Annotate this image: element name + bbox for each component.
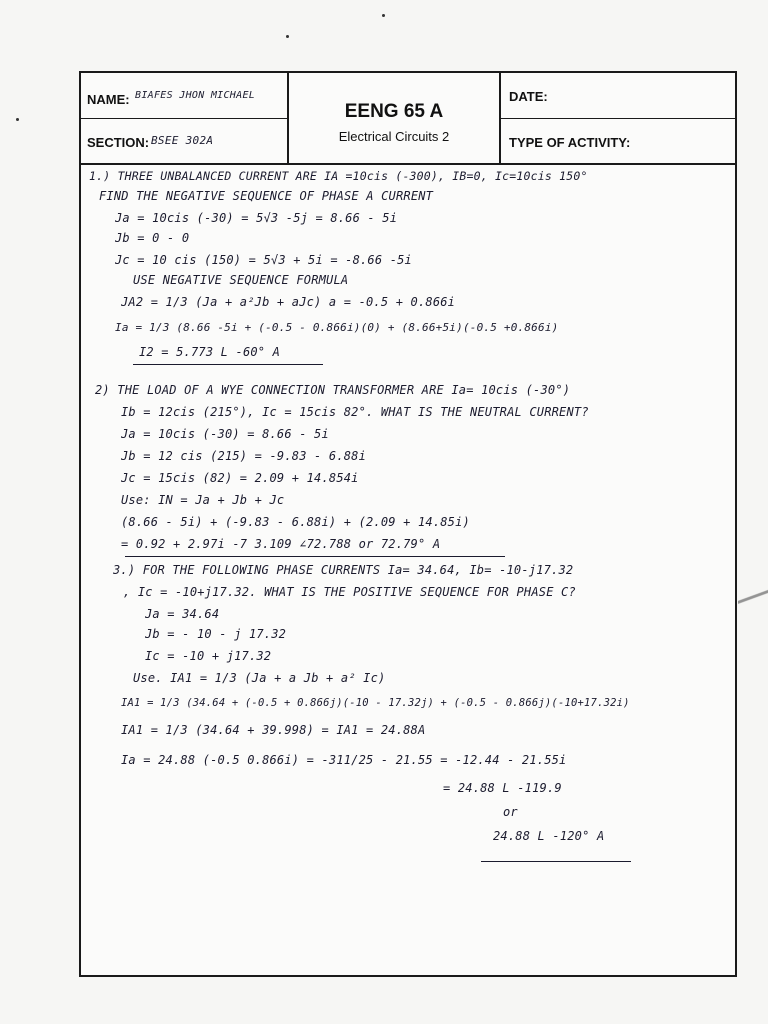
handwritten-line: 1.) THREE UNBALANCED CURRENT ARE IA =10cis (-300), IB=0, Ic=10cis 150°: [89, 169, 588, 183]
name-cell: [81, 73, 289, 119]
handwritten-line: Ib = 12cis (215°), Ic = 15cis 82°. WHAT IS THE NEUTRAL CURRENT?: [121, 405, 589, 419]
handwritten-line: Jb = 0 - 0: [115, 231, 190, 245]
handwritten-line: Ic = -10 + j17.32: [145, 649, 272, 663]
title-cell: [289, 73, 501, 163]
handwritten-line: (8.66 - 5i) + (-9.83 - 6.88i) + (2.09 + 14.85i): [121, 515, 470, 529]
name-label: NAME:: [87, 92, 130, 107]
handwritten-line: I2 = 5.773 L -60° A: [139, 345, 281, 359]
handwritten-line: = 24.88 L -119.9: [443, 781, 562, 795]
handwritten-line: Ja = 34.64: [145, 607, 220, 621]
handwritten-line: or: [503, 805, 518, 819]
course-code: EENG 65 A: [344, 101, 444, 122]
handwritten-line: Jb = 12 cis (215) = -9.83 - 6.88i: [121, 449, 367, 463]
date-cell: [501, 73, 737, 119]
handwritten-line: 3.) FOR THE FOLLOWING PHASE CURRENTS Ia= 34.64, Ib= -10-j17.32: [113, 563, 574, 577]
answer-underline: [125, 556, 505, 557]
worksheet-frame: [79, 71, 737, 977]
handwritten-line: Jb = - 10 - j 17.32: [145, 627, 287, 641]
answer-underline: [133, 364, 323, 365]
handwritten-line: Jc = 10 cis (150) = 5√3 + 5i = -8.66 -5i: [115, 253, 412, 267]
handwritten-line: JA2 = 1/3 (Ja + a²Jb + aJc) a = -0.5 + 0.866i: [121, 295, 456, 309]
answer-underline: [481, 861, 631, 862]
handwritten-line: Jc = 15cis (82) = 2.09 + 14.854i: [121, 471, 359, 485]
date-label: DATE:: [509, 89, 548, 104]
handwritten-line: IA1 = 1/3 (34.64 + 39.998) = IA1 = 24.88A: [121, 723, 426, 737]
handwritten-line: Ia = 1/3 (8.66 -5i + (-0.5 - 0.866i)(0) + (8.66+5i)(-0.5 +0.866i): [115, 321, 559, 334]
header-table: [81, 73, 735, 165]
section-label: SECTION:: [87, 135, 150, 150]
handwritten-line: = 0.92 + 2.97i -7 3.109 ∠72.788 or 72.79° A: [121, 537, 441, 551]
course-subject: Electrical Circuits 2: [338, 129, 450, 144]
handwritten-line: , Ic = -10+j17.32. WHAT IS THE POSITIVE SEQUENCE FOR PHASE C?: [123, 585, 576, 599]
handwritten-line: Use: IN = Ja + Jb + Jc: [121, 493, 285, 507]
handwritten-line: Use. IA1 = 1/3 (Ja + a Jb + a² Ic): [133, 671, 386, 685]
handwritten-line: Ja = 10cis (-30) = 5√3 -5j = 8.66 - 5i: [115, 211, 398, 225]
activity-type-cell: [501, 119, 737, 163]
activity-type-label: TYPE OF ACTIVITY:: [509, 135, 631, 150]
handwritten-line: 2) THE LOAD OF A WYE CONNECTION TRANSFORMER ARE Ia= 10cis (-30°): [95, 383, 571, 397]
section-cell: [81, 119, 289, 163]
handwritten-line: Ja = 10cis (-30) = 8.66 - 5i: [121, 427, 329, 441]
handwritten-line: IA1 = 1/3 (34.64 + (-0.5 + 0.866j)(-10 - 17.32j) + (-0.5 - 0.866j)(-10+17.32i): [121, 697, 630, 709]
handwritten-line: Ia = 24.88 (-0.5 0.866i) = -311/25 - 21.55 = -12.44 - 21.55i: [121, 753, 567, 767]
handwritten-line: 24.88 L -120° A: [493, 829, 605, 843]
handwritten-line: USE NEGATIVE SEQUENCE FORMULA: [133, 273, 349, 287]
handwritten-line: FIND THE NEGATIVE SEQUENCE OF PHASE A CURRENT: [99, 189, 434, 203]
name-value: BIAFES JHON MICHAEL: [135, 90, 256, 101]
section-value: BSEE 302A: [151, 134, 214, 147]
